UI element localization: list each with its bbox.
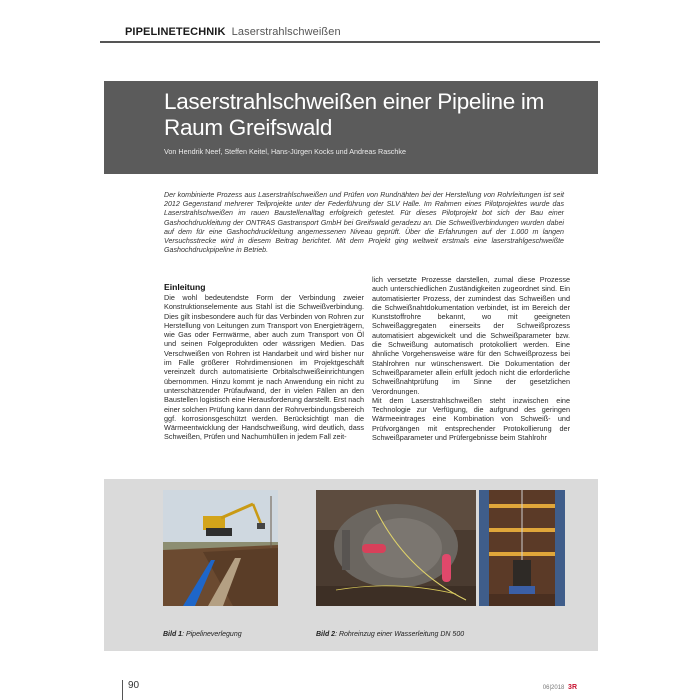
footer-issue — [543, 684, 577, 691]
footer-rule — [122, 680, 123, 700]
title-banner — [104, 81, 598, 174]
text-column-2 — [372, 275, 570, 442]
figure-panel — [104, 479, 598, 651]
text-column-1 — [164, 282, 364, 442]
col1-paragraph: Die wohl bedeutendste Form der Verbindung zweier Konstruktionselemente aus Stahl ist die Schweißverbindung. Dies gilt insbesondere auch für das Verbinden von Rohren zur Herstellung von Leitungen zum Transport von Energieträgern, wie Gas oder Fernwärme, aber auch zum Transport von Öl und seinen Folgeprodukten oder wässrigen Medien. Das Verschweißen von Rohren ist Handarbeit und wird bisher nur im Falle größerer Rohrdimensionen im Projektgeschäft vereinzelt durch automatisierte Orbitalschweißeinrichtungen übernommen. Hinzu kommt je nach Anwendung ein nicht zu unterschätzender Prüfaufwand, der in vielen Fällen an den Baustellen logistisch eine Herausforderung darstellt. Erst nach einer solchen Prüfung kann dann der Rohrverbindungsbereich ggf. korrosionsgeschützt werden. Berücksichtigt man die Wärmeentwicklung der Handschweißung, wird deutlich, dass Schweißen, Prüfen und Nachumhüllen in jedem Fall zeit- — [164, 293, 364, 442]
title-line-1: Laserstrahlschweißen einer Pipeline im — [164, 89, 545, 114]
header-section: PIPELINETECHNIK — [125, 26, 226, 38]
page-number: 90 — [128, 680, 140, 691]
title-line-2: Raum Greifswald — [164, 115, 333, 140]
figure-2-caption — [316, 631, 464, 638]
article-title — [164, 89, 598, 141]
article-abstract: Der kombinierte Prozess aus Laserstrahlschweißen und Prüfen von Rundnähten bei der Herstellung von Rohrleitungen ist seit 2012 Gegenstand mehrerer Teilprojekte unter der Federführung der SLV Halle. Im Rahmen eines Pilotprojektes wurde das Laserstrahlschweißen im rauen Baustellenalltag erfolgreich getestet. Für dieses Pilotprojekt bot sich der Bau einer Gashochdruckleitung der ONTRAS Gastransport GmbH bei Greifswald geradezu an. Die Schweißverbindungen wurden dabei auf dem für eine Gashochdruckleitung angemessenen Niveau geprüft. Über die Erfahrungen auf der 1.000 m langen Versuchsstrecke wird in diesem Beitrag berichtet. Mit dem Projekt ging weltweit erstmals eine laserstrahlgeschweißte Gashochdruckpipeline in Betrieb. — [164, 191, 564, 255]
journal-logo: 3R — [568, 684, 577, 691]
col2-paragraph-2: Mit dem Laserstrahlschweißen steht inzwischen eine Technologie zur Verfügung, die aufgrund des geringen Wärmeeintrages eine Kombination von Schweiß- und Prüfvorgängen mit entsprechender Protokollierung der Schweißparameter und Prüfergebnisse beim Stahlrohr — [372, 395, 570, 443]
header-subsection: Laserstrahlschweißen — [231, 26, 341, 38]
figure-1-caption — [163, 631, 242, 638]
trench-shoring-photo — [479, 490, 565, 606]
header-rule — [100, 41, 600, 43]
figure-2-label: Bild 2 — [316, 631, 336, 638]
article-authors: Von Hendrik Neef, Steffen Keitel, Hans-Jürgen Kocks und Andreas Raschke — [164, 147, 406, 156]
section-heading: Einleitung — [164, 282, 206, 292]
pipe-insertion-photo — [316, 490, 476, 606]
figure-2-text: : Rohreinzug einer Wasserleitung DN 500 — [335, 631, 465, 638]
issue-text: 06|2018 — [542, 685, 565, 691]
pipeline-laying-photo — [163, 490, 278, 606]
figure-1-text: : Pipelineverlegung — [182, 631, 242, 638]
running-header — [125, 26, 341, 38]
figure-1-label: Bild 1 — [163, 631, 183, 638]
col2-paragraph-1: lich versetzte Prozesse darstellen, zumal diese Prozesse auch unterschiedlichen Zuständigkeiten zugeordnet sind. Ein automatisierter Prozess, der zumindest das Schweißen und die Schweißnahtdokumentation verbindet, ist im Bereich der Kunststoffrohre bekannt, wo mit geeigneten Schweißaggregaten einerseits der Schweißprozess automatisiert abgewickelt und die Schweißparameter bzw. die Schweißung automatisch protokolliert werden. Eine ähnliche Vorgehensweise wäre für den Schweißprozess bei Stahlrohren nur wünschenswert. Die Dokumentation der Schweißparameter allein erfüllt jedoch nicht die erforderliche Schweißnahtprüfung im Sinne der gesetzlichen Verordnungen. — [372, 275, 570, 396]
